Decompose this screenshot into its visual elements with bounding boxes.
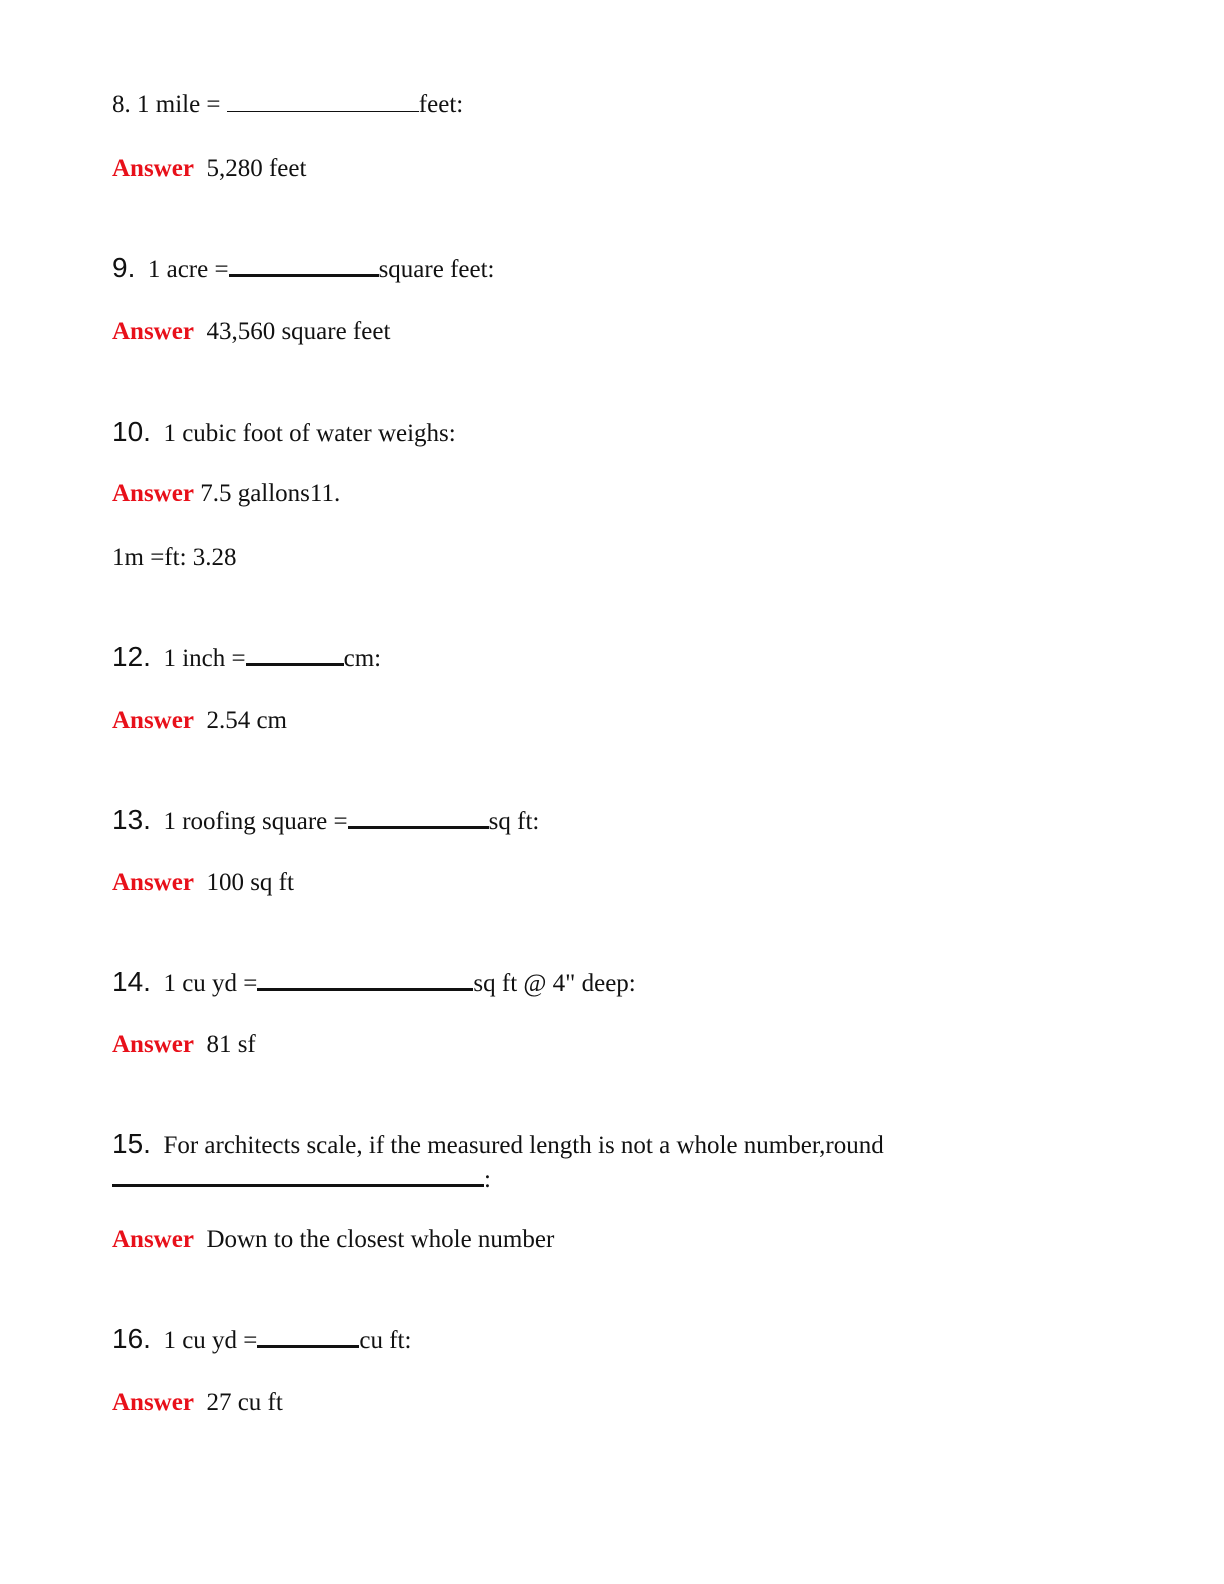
answer-label: Answer [112, 869, 194, 896]
extra-line-11 [112, 545, 237, 570]
question-number: 12. [112, 641, 151, 672]
answer-text: 81 sf [206, 1031, 256, 1058]
question-16 [112, 1325, 411, 1353]
question-text: 1 mile = [137, 91, 221, 118]
answer-blank [257, 1327, 359, 1348]
question-suffix: sq ft @ 4" deep: [473, 970, 636, 997]
question-number: 8. [112, 91, 131, 118]
question-text: 1 roofing square = [163, 808, 348, 835]
question-suffix: feet: [418, 91, 464, 118]
answer-label: Answer [112, 1389, 194, 1416]
question-12 [112, 643, 381, 671]
answer-label: Answer [112, 318, 194, 345]
answer-15 [112, 1227, 554, 1252]
question-suffix: square feet: [378, 256, 495, 283]
question-number: 10. [112, 416, 151, 447]
question-text: 1 inch = [163, 645, 246, 672]
question-number: 9. [112, 252, 136, 283]
answer-text: Down to the closest whole number [206, 1226, 555, 1253]
question-suffix: : [484, 1166, 491, 1193]
question-8 [112, 92, 463, 117]
answer-10 [112, 481, 340, 506]
answer-label: Answer [112, 1226, 194, 1253]
answer-16 [112, 1390, 283, 1415]
answer-blank [112, 1166, 484, 1187]
question-text: 1 cu yd = [163, 1327, 258, 1354]
answer-label: Answer [112, 480, 194, 507]
question-14 [112, 968, 636, 996]
answer-text: 43,560 square feet [206, 318, 391, 345]
answer-label: Answer [112, 155, 194, 182]
answer-text: 100 sq ft [206, 869, 294, 896]
question-13 [112, 806, 539, 834]
question-number: 15. [112, 1128, 151, 1159]
question-9 [112, 254, 494, 282]
question-suffix: cm: [343, 645, 382, 672]
answer-label: Answer [112, 707, 194, 734]
question-text: 1 cu yd = [163, 970, 258, 997]
question-15 [112, 1130, 884, 1158]
question-text: For architects scale, if the measured length is not a whole number,round [163, 1132, 884, 1159]
answer-14 [112, 1032, 256, 1057]
answer-12 [112, 708, 287, 733]
question-suffix: sq ft: [488, 808, 540, 835]
answer-blank [348, 808, 489, 829]
answer-blank [246, 645, 344, 666]
answer-text: 7.5 gallons11. [200, 480, 341, 507]
question-number: 14. [112, 966, 151, 997]
answer-8 [112, 156, 306, 181]
answer-13 [112, 870, 294, 895]
answer-blank [227, 99, 419, 112]
answer-text: 5,280 feet [206, 155, 307, 182]
question-15-blank-line [112, 1166, 491, 1192]
question-number: 16. [112, 1323, 151, 1354]
extra-text: 1m =ft: 3.28 [112, 544, 237, 571]
question-10 [112, 418, 456, 446]
question-text: 1 cubic foot of water weighs: [163, 420, 456, 447]
answer-text: 2.54 cm [206, 707, 287, 734]
answer-9 [112, 319, 390, 344]
question-number: 13. [112, 804, 151, 835]
answer-blank [229, 256, 379, 277]
question-suffix: cu ft: [359, 1327, 412, 1354]
question-text: 1 acre = [147, 256, 229, 283]
answer-blank [257, 970, 473, 991]
answer-label: Answer [112, 1031, 194, 1058]
answer-text: 27 cu ft [206, 1389, 283, 1416]
